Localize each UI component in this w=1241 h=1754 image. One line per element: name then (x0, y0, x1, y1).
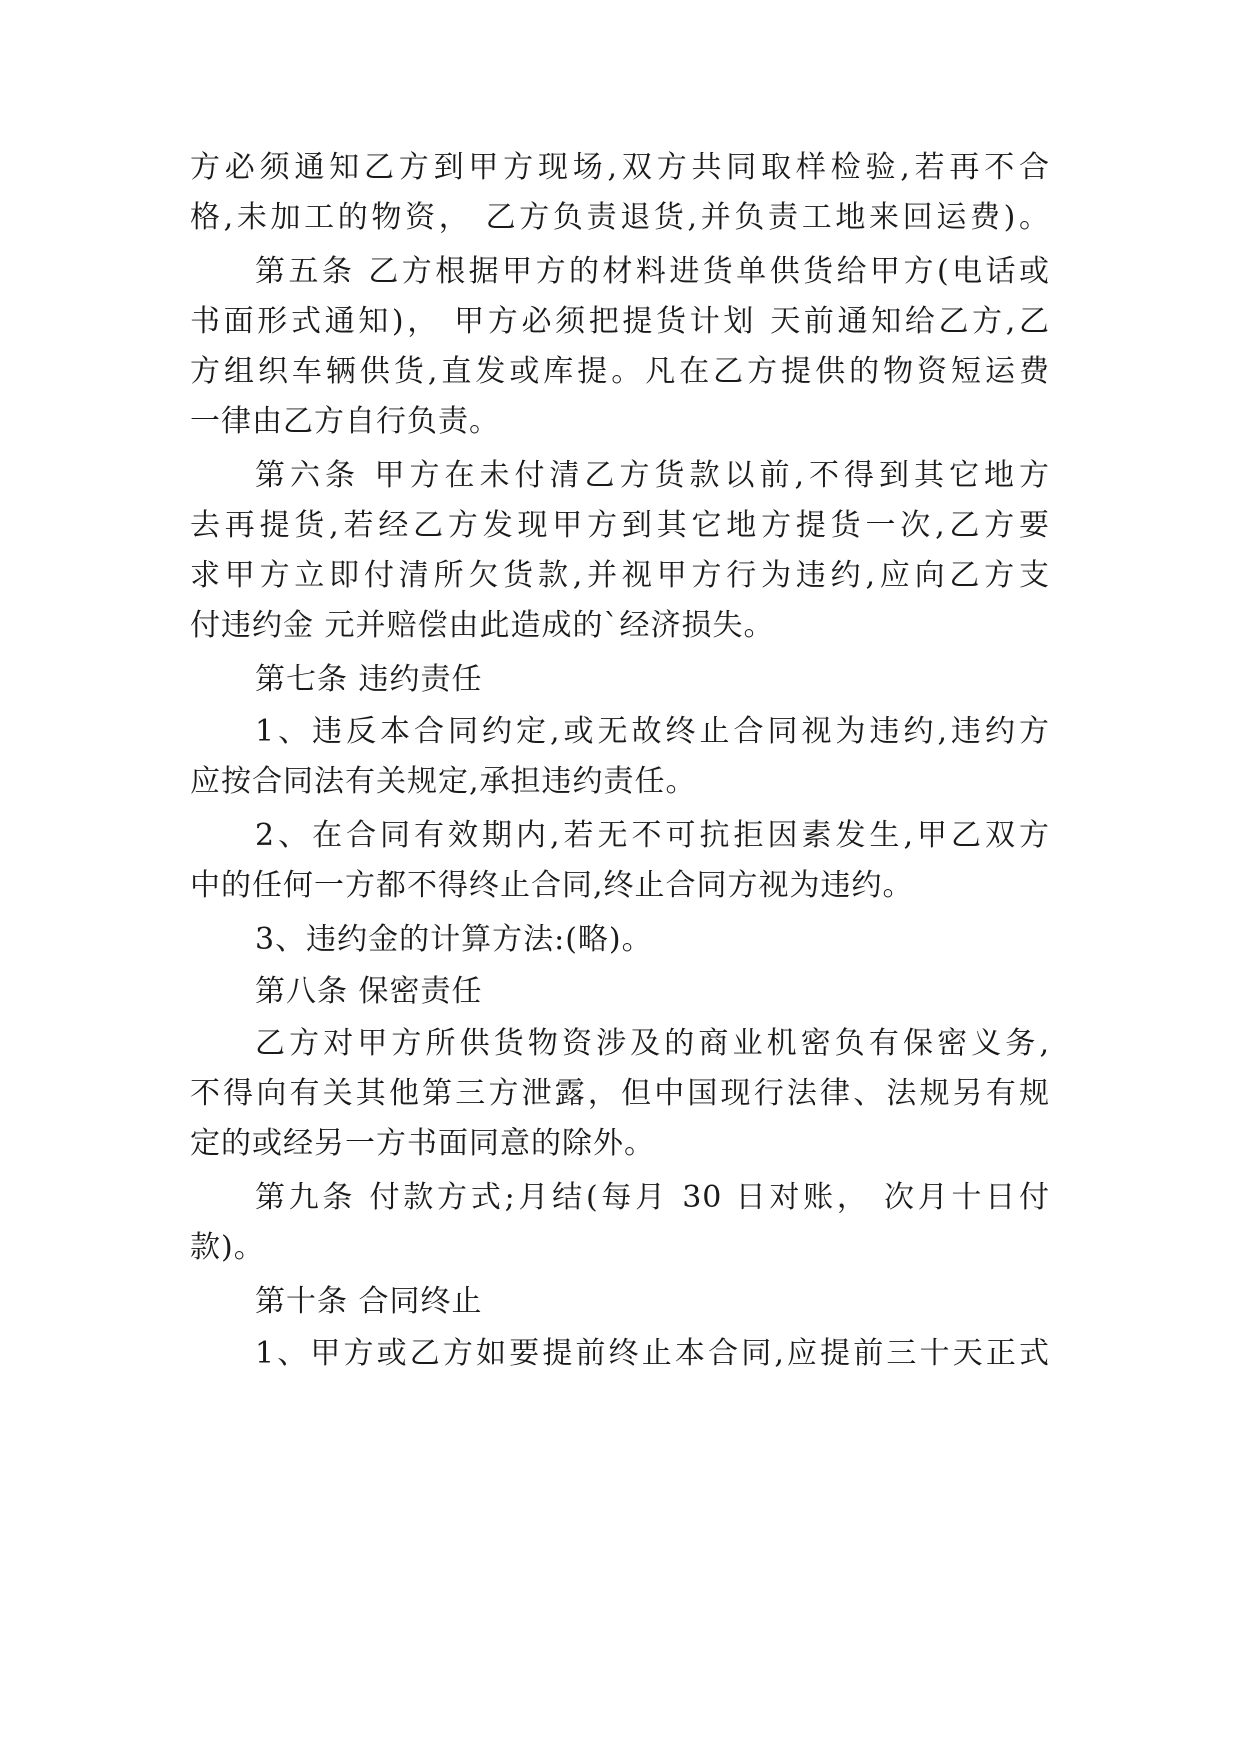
clause-9-heading-line: 第九条 付款方式;月结(每月 30 日对账， 次月十日付 (255, 1180, 1050, 1215)
text-line: 方组织车辆供货,直发或库提。凡在乙方提供的物资短运费 (190, 354, 1050, 389)
text-line: 定的或经另一方书面同意的除外。 (190, 1126, 655, 1161)
text-line: 中的任何一方都不得终止合同,终止合同方视为违约。 (190, 868, 914, 903)
list-item-line: 2、在合同有效期内,若无不可抗拒因素发生,甲乙双方 (255, 818, 1050, 853)
text-line: 格,未加工的物资， 乙方负责退货,并负责工地来回运费)。 (190, 200, 1050, 235)
text-line: 方必须通知乙方到甲方现场,双方共同取样检验,若再不合 (190, 150, 1050, 185)
clause-7-heading: 第七条 违约责任 (255, 662, 483, 697)
list-item-line: 1、甲方或乙方如要提前终止本合同,应提前三十天正式 (255, 1336, 1050, 1371)
clause-8-heading: 第八条 保密责任 (255, 974, 483, 1009)
clause-5-heading-line: 第五条 乙方根据甲方的材料进货单供货给甲方(电话或 (255, 254, 1050, 289)
text-line: 付违约金 元并赔偿由此造成的`经济损失。 (190, 608, 775, 643)
text-line: 应按合同法有关规定,承担违约责任。 (190, 764, 697, 799)
list-item-line: 1、违反本合同约定,或无故终止合同视为违约,违约方 (255, 714, 1050, 749)
text-line: 书面形式通知)， 甲方必须把提货计划 天前通知给乙方,乙 (190, 304, 1050, 339)
clause-10-heading: 第十条 合同终止 (255, 1284, 483, 1319)
text-line: 一律由乙方自行负责。 (190, 404, 500, 439)
clause-6-heading-line: 第六条 甲方在未付清乙方货款以前,不得到其它地方 (255, 458, 1050, 493)
text-line: 不得向有关其他第三方泄露，但中国现行法律、法规另有规 (190, 1076, 1050, 1111)
text-line: 乙方对甲方所供货物资涉及的商业机密负有保密义务, (255, 1026, 1050, 1061)
list-item-line: 3、违约金的计算方法:(略)。 (255, 922, 653, 957)
text-line: 款)。 (190, 1230, 265, 1265)
text-line: 去再提货,若经乙方发现甲方到其它地方提货一次,乙方要 (190, 508, 1050, 543)
text-line: 求甲方立即付清所欠货款,并视甲方行为违约,应向乙方支 (190, 558, 1050, 593)
